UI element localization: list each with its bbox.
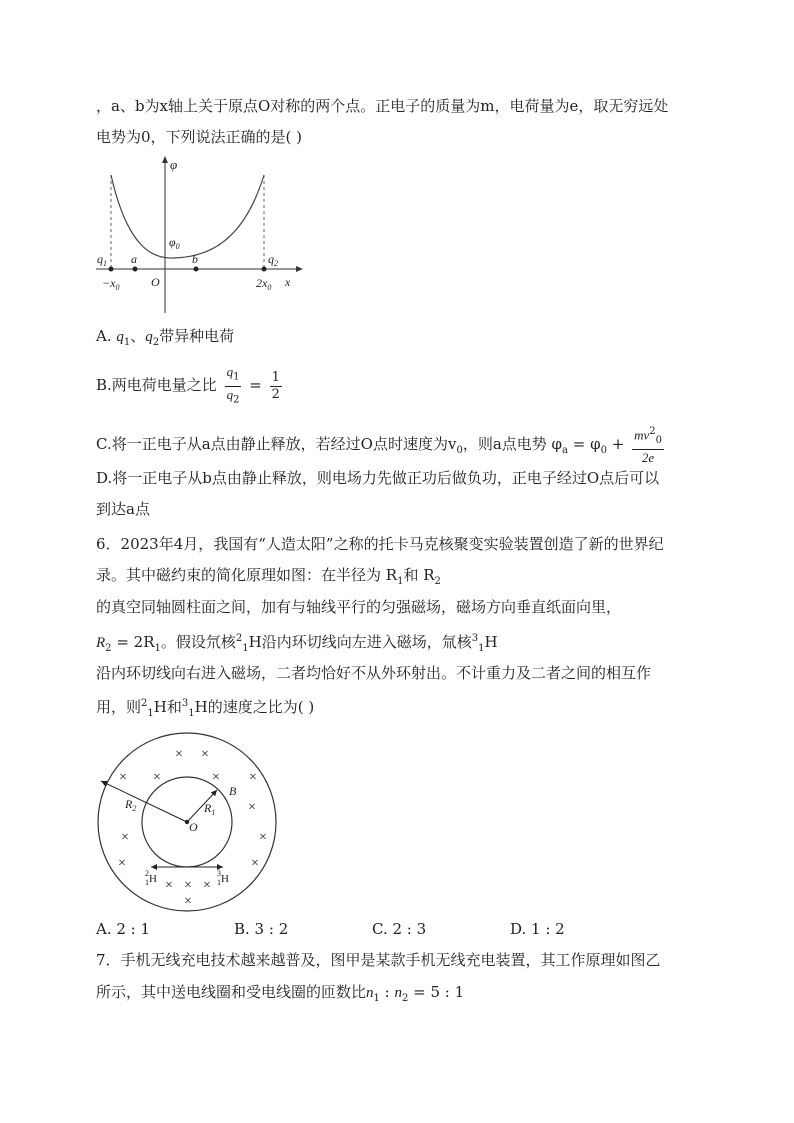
- q6-stem-line-4: $R_2 = 2R_1$。假设氘核$^2_1$H沿内环切线向左进入磁场，氚核$^3_1$H: [96, 633, 498, 654]
- q6-option-a: A. 2 : 1: [96, 920, 151, 938]
- q5-option-a: A. $q_1$、$q_2$带异种电荷: [96, 327, 235, 348]
- potential-curve: [111, 175, 264, 258]
- q5-option-c: C.将一正电子从a点由静止释放，若经过O点时速度为$v_0$，则a点电势 $\varphi_a = \varphi_0$ + $\frac{mv^2_0}{2e}$: [96, 426, 663, 465]
- cross: ×: [118, 856, 126, 871]
- q6-option-c: C. 2 : 3: [372, 920, 427, 938]
- cross: ×: [203, 878, 211, 893]
- q5-stem-line-2: 电势为0，下列说法正确的是( ): [96, 128, 303, 146]
- cross: ×: [259, 830, 267, 845]
- q6-option-b: B. 3 : 2: [234, 920, 289, 938]
- q1-label: $q_1$: [97, 252, 107, 268]
- point-q1: [109, 267, 114, 272]
- q5-option-d-line-2: 到达a点: [96, 500, 150, 518]
- q7-stem-line-2: 所示，其中送电线圈和受电线圈的匝数比$n_1$ : $n_2 = 5$ : 1: [96, 983, 465, 1004]
- cross: ×: [153, 770, 161, 785]
- x-axis-arrow: [296, 266, 303, 272]
- q5-stem-line-1: ，a、b为x轴上关于原点O对称的两个点。正电子的质量为m，电荷量为e，取无穷远处: [96, 97, 669, 115]
- cross: ×: [121, 830, 129, 845]
- q2-label: $q_2$: [268, 252, 278, 268]
- deuteron-label: $^2$ 1H: [145, 869, 157, 887]
- b-label: b: [192, 252, 198, 266]
- triton-label: $^3$ 1H: [217, 869, 229, 887]
- origin-label: O: [151, 275, 160, 289]
- ratio-value-fraction: $\frac{1}{2}$: [271, 369, 280, 402]
- a-label: a: [131, 252, 137, 266]
- cross: ×: [201, 747, 209, 762]
- point-b: [194, 267, 199, 272]
- point-a: [133, 267, 138, 272]
- cross: ×: [119, 770, 127, 785]
- q6-stem-line-3: 的真空同轴圆柱面之间，加有与轴线平行的匀强磁场，磁场方向垂直纸面向里，: [96, 598, 622, 616]
- charge-ratio-fraction: $\frac{q_1}{q_2}$: [226, 364, 240, 406]
- q6-stem-line-1: 6．2023年4月，我国有“人造太阳”之称的托卡马克核聚变实验装置创造了新的世界纪: [96, 535, 664, 553]
- cross: ×: [165, 878, 173, 893]
- cross: ×: [184, 894, 192, 909]
- potential-graph: [92, 155, 304, 317]
- magnetic-field-figure: [95, 731, 285, 916]
- phi0-label: $\varphi_0$: [169, 235, 180, 251]
- r2-label: $R_2$: [125, 797, 137, 813]
- cross: ×: [251, 856, 259, 871]
- neg-x0-label: $-x_0$: [102, 276, 120, 292]
- cross: ×: [212, 770, 220, 785]
- cross: ×: [248, 800, 256, 815]
- q7-stem-line-1: 7．手机无线充电技术越来越普及，图甲是某款手机无线充电装置，其工作原理如图乙: [96, 951, 661, 969]
- cross: ×: [184, 878, 192, 893]
- r1-label: $R_1$: [204, 801, 216, 817]
- phi-label: φ: [170, 157, 178, 172]
- energy-fraction: $\frac{mv^2_0}{2e}$: [634, 426, 663, 465]
- y-axis-arrow: [162, 156, 168, 163]
- origin-label: O: [189, 820, 198, 834]
- q5-option-d-line-1: D.将一正电子从b点由静止释放，则电场力先做正功后做负功，正电子经过O点后可以: [96, 469, 660, 487]
- point-q2: [262, 267, 267, 272]
- radius-r1-arrow: [187, 790, 217, 822]
- radius-r2-arrow: [101, 781, 187, 822]
- two-x0-label: $2x_0$: [256, 276, 272, 292]
- q6-stem-line-5: 沿内环切线向右进入磁场，二者均恰好不从外环射出。不计重力及二者之间的相互作: [96, 664, 652, 682]
- q5-option-b: B.两电荷电量之比 $\frac{q_1}{q_2}$ = $\frac{1}{2}$: [96, 364, 285, 408]
- cross: ×: [175, 747, 183, 762]
- b-field-label: B: [229, 784, 237, 798]
- q6-option-d: D. 1 : 2: [510, 920, 565, 938]
- cross: ×: [249, 770, 257, 785]
- q6-stem-line-6: 用，则$^2_1$H和$^3_1$H的速度之比为( ): [96, 698, 315, 719]
- q6-stem-line-2: 录。其中磁约束的简化原理如图：在半径为 $R_1$和 $R_2$: [96, 566, 441, 587]
- x-label: x: [285, 275, 291, 289]
